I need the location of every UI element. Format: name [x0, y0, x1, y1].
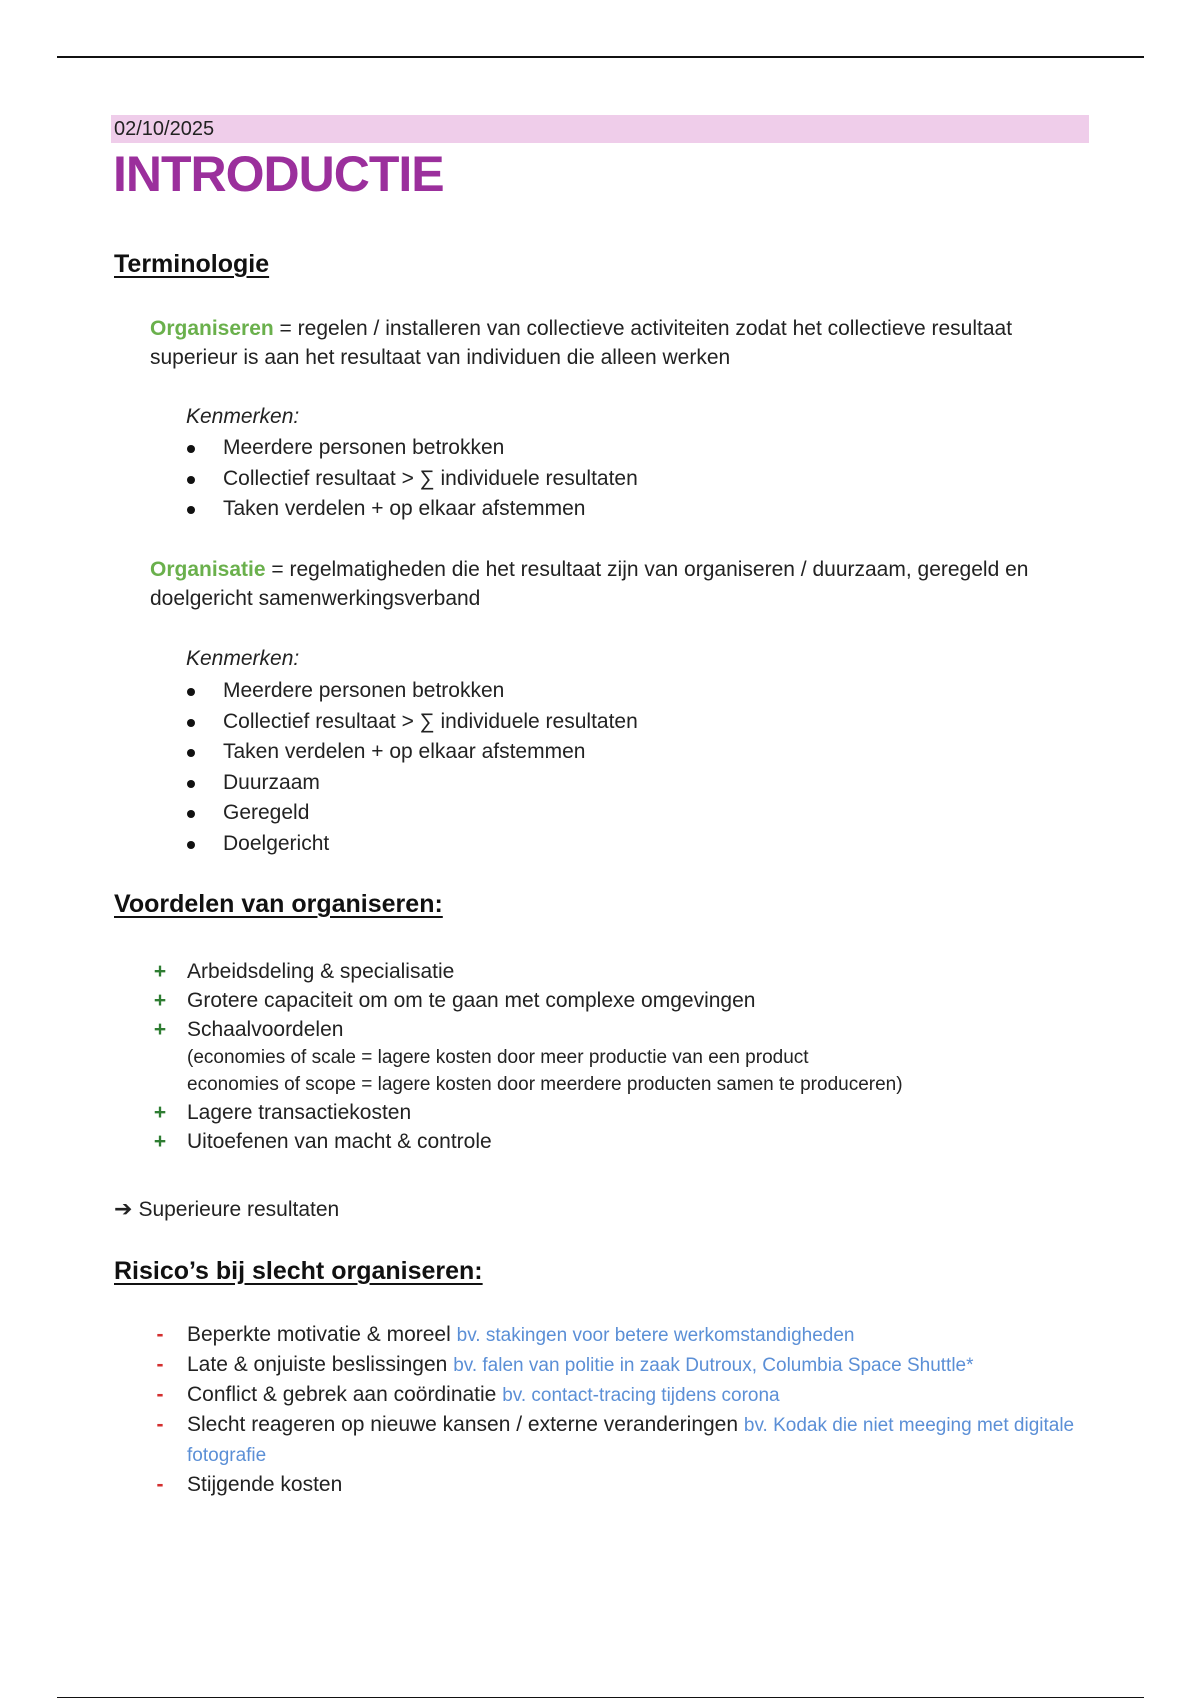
schaalvoordelen-note-scope: economies of scope = lagere kosten door meerdere producten samen te produceren)	[187, 1074, 903, 1095]
list-item: Geregeld	[186, 798, 638, 829]
minus-icon: -	[156, 1323, 164, 1346]
term-organisatie: Organisatie	[150, 558, 266, 581]
bullet-icon	[187, 476, 195, 484]
bullet-icon	[187, 841, 195, 849]
example-text: bv. contact-tracing tijdens corona	[502, 1385, 780, 1406]
minus-icon: -	[156, 1473, 164, 1496]
term-organiseren: Organiseren	[150, 317, 274, 340]
plus-icon: +	[153, 1130, 167, 1153]
list-item: - Beperkte motivatie & moreel bv. stakingen voor betere werkomstandigheden	[150, 1320, 1090, 1350]
list-item: - Slecht reageren op nieuwe kansen / externe veranderingen bv. Kodak die niet meeging met digitale fotografie	[150, 1410, 1090, 1470]
list-item: - Stijgende kosten	[150, 1470, 1090, 1500]
kenmerken-list-organiseren	[186, 433, 638, 525]
bullet-icon	[187, 780, 195, 788]
schaalvoordelen-note-scale: (economies of scale = lagere kosten door meer productie van een product	[187, 1047, 809, 1068]
definition-organiseren-text: = regelen / installeren van collectieve activiteiten zodat het collectieve resultaat superieur is aan het resultaat van individuen die alleen werken	[150, 317, 1013, 369]
list-item: - Conflict & gebrek aan coördinatie bv. contact-tracing tijdens corona	[150, 1380, 1090, 1410]
list-item: + Schaalvoordelen (economies of scale = lagere kosten door meer productie van een product economies of scope = lagere kosten door meerdere producten samen te produceren)	[150, 1015, 1090, 1098]
definition-organisatie-text: = regelmatigheden die het resultaat zijn van organiseren / duurzaam, geregeld en doelgericht samenwerkingsverband	[150, 558, 1029, 610]
list-item: - Late & onjuiste beslissingen bv. falen van politie in zaak Dutroux, Columbia Space Shuttle*	[150, 1350, 1090, 1380]
bullet-icon	[187, 688, 195, 696]
risicos-list	[150, 1320, 1090, 1500]
definition-organisatie	[150, 555, 1090, 613]
minus-icon: -	[156, 1353, 164, 1376]
arrow-right-icon: ➔	[114, 1196, 133, 1221]
list-item: Meerdere personen betrokken	[186, 433, 638, 464]
list-item: Meerdere personen betrokken	[186, 676, 638, 707]
list-item: + Uitoefenen van macht & controle	[150, 1127, 1090, 1156]
example-text: bv. falen van politie in zaak Dutroux, Columbia Space Shuttle*	[453, 1355, 974, 1376]
definition-organiseren	[150, 314, 1090, 372]
list-item: Taken verdelen + op elkaar afstemmen	[186, 494, 638, 525]
top-rule	[57, 56, 1144, 58]
heading-voordelen: Voordelen van organiseren:	[114, 890, 443, 918]
heading-risicos: Risico’s bij slecht organiseren:	[114, 1257, 483, 1285]
kenmerken-list-organisatie	[186, 676, 638, 859]
list-item: + Arbeidsdeling & specialisatie	[150, 957, 1090, 986]
list-item: Doelgericht	[186, 829, 638, 860]
kenmerken-label-organisatie: Kenmerken:	[186, 647, 300, 670]
example-text: bv. Kodak die niet meeging met digitale fotografie	[187, 1415, 1075, 1466]
heading-terminologie: Terminologie	[114, 250, 270, 278]
minus-icon: -	[156, 1413, 164, 1436]
list-item: Duurzaam	[186, 768, 638, 799]
list-item: Collectief resultaat > ∑ individuele resultaten	[186, 707, 638, 738]
plus-icon: +	[153, 1101, 167, 1124]
list-item: Taken verdelen + op elkaar afstemmen	[186, 737, 638, 768]
list-item: Collectief resultaat > ∑ individuele resultaten	[186, 464, 638, 495]
bullet-icon	[187, 749, 195, 757]
bullet-icon	[187, 506, 195, 514]
bottom-rule	[57, 1697, 1144, 1698]
date-highlight: 02/10/2025	[111, 115, 1089, 143]
conclusion-line	[114, 1196, 339, 1222]
conclusion-text: Superieure resultaten	[138, 1198, 340, 1221]
minus-icon: -	[156, 1383, 164, 1406]
kenmerken-label-organiseren: Kenmerken:	[186, 405, 300, 428]
page-title: INTRODUCTIE	[113, 146, 444, 202]
list-item: + Grotere capaciteit om om te gaan met complexe omgevingen	[150, 986, 1090, 1015]
bullet-icon	[187, 445, 195, 453]
bullet-icon	[187, 719, 195, 727]
plus-icon: +	[153, 989, 167, 1012]
bullet-icon	[187, 810, 195, 818]
plus-icon: +	[153, 960, 167, 983]
voordelen-list	[150, 957, 1090, 1156]
list-item: + Lagere transactiekosten	[150, 1098, 1090, 1127]
plus-icon: +	[153, 1018, 167, 1041]
example-text: bv. stakingen voor betere werkomstandigheden	[456, 1325, 855, 1346]
